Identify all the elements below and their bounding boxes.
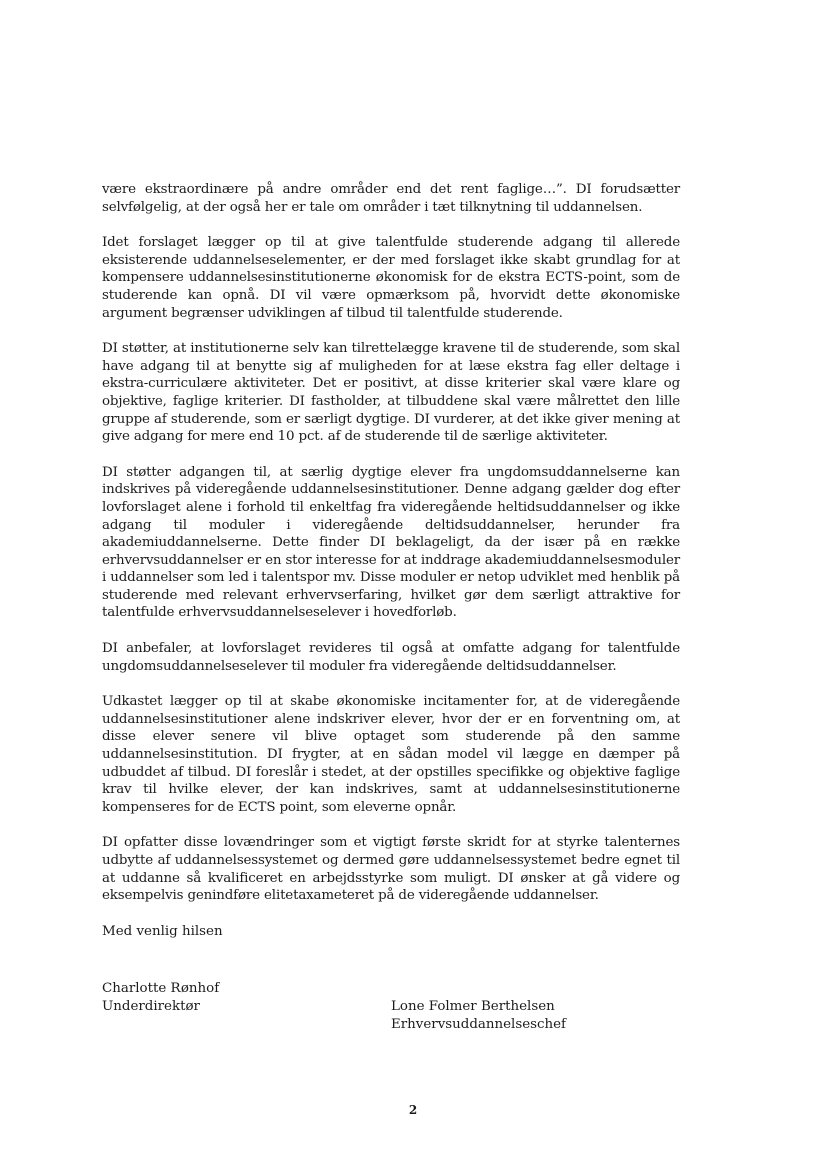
signatory-title: Underdirektør [102,998,200,1014]
paragraph-2: Idet forslaget lægger op til at give talentfulde studerende adgang til allerede eksisterende uddannelseselementer, er der med forslaget ikke skabt grundlag for at kompensere uddannelsesinstitutionerne økonomisk for de ekstra ECTS-point, som de studerende kan opnå. DI vil være opmærksom på, hvorvidt dette økonomiske argument begrænser udviklingen af tilbud til talentfulde studerende. [102,235,680,321]
signature-block-left [102,980,219,1015]
signatory-title: Erhvervsuddannelseschef [391,1016,567,1032]
signatory-name: Lone Folmer Berthelsen [391,999,555,1014]
closing-salutation: Med venlig hilsen [102,923,223,939]
page-number: 2 [408,1103,418,1117]
paragraph-1: være ekstraordinære på andre områder end det rent faglige…”. DI forudsætter selvfølgelig, at der også her er tale om områder i tæt tilknytning til uddannelsen. [102,182,680,215]
paragraph-3: DI støtter, at institutionerne selv kan tilrettelægge kravene til de studerende, som skal have adgang til at benytte sig af muligheden for at læse ekstra fag eller deltage i ekstra-curriculære aktiviteter. Det er positivt, at disse kriterier skal være klare og objektive, faglige kriterier. DI fastholder, at tilbuddene skal være målrettet den lille gruppe af studerende, som er særligt dygtige. DI vurderer, at det ikke giver mening at give adgang for mere end 10 pct. af de studerende til de særlige aktiviteter. [102,341,680,445]
paragraph-7: DI opfatter disse lovændringer som et vigtigt første skridt for at styrke talenternes udbytte af uddannelsessystemet og dermed gøre uddannelsessystemet bedre egnet til at uddanne så kvalificeret en arbejdsstyrke som muligt. DI ønsker at gå videre og eksempelvis genindføre elitetaxameteret på de videregående uddannelser. [102,835,680,904]
letter-body [102,181,680,940]
signatory-name: Charlotte Rønhof [102,981,220,996]
paragraph-5: DI anbefaler, at lovforslaget revideres til også at omfatte adgang for talentfulde ungdomsuddannelseselever til moduler fra videregående deltidsuddannelser. [102,641,680,674]
paragraph-6: Udkastet lægger op til at skabe økonomiske incitamenter for, at de videregående uddannelsesinstitutioner alene indskriver elever, hvor der er en forventning om, at disse elever senere vil blive optaget som studerende på den samme uddannelsesinstitution. DI frygter, at en sådan model vil lægge en dæmper på udbuddet af tilbud. DI foreslår i stedet, at der opstilles specifikke og objektive faglige krav til hvilke elever, der kan indskrives, samt at uddannelsesinstitutionerne kompenseres for de ECTS point, som eleverne opnår. [102,694,680,815]
signature-block-right [391,998,566,1033]
paragraph-4: DI støtter adgangen til, at særlig dygtige elever fra ungdomsuddannelserne kan indskrives på videregående uddannelsesinstitutioner. Denne adgang gælder dog efter lovforslaget alene i forhold til enkeltfag fra videregående heltidsuddannelser og ikke adgang til moduler i videregående deltidsuddannelser, herunder fra akademiuddannelserne. Dette finder DI beklageligt, da der især på en række erhvervsuddannelser er en stor interesse for at inddrage akademiuddannelsesmoduler i uddannelser som led i talentspor mv. Disse moduler er netop udviklet med henblik på studerende med relevant erhvervserfaring, hvilket gør dem særligt attraktive for talentfulde erhvervsuddannelseselever i hovedforløb. [102,464,680,621]
